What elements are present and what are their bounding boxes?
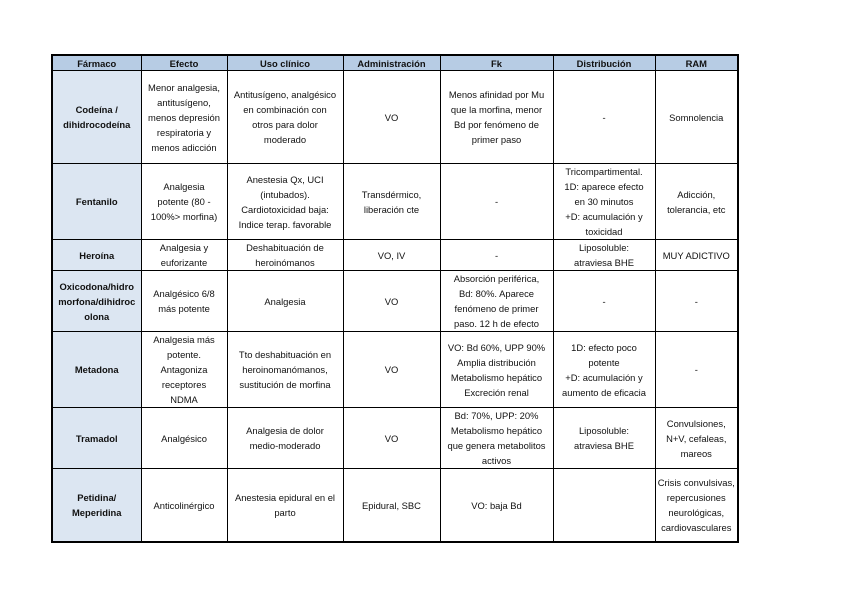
- drug-name-cell: Heroína: [52, 240, 141, 271]
- uso-clinico-cell: Deshabituación de heroinómanos: [227, 240, 343, 271]
- header-farmaco: Fármaco: [52, 55, 141, 71]
- table-row: [52, 271, 738, 332]
- fk-cell: Menos afinidad por Mu que la morfina, menor Bd por fenómeno de primer paso: [440, 71, 553, 164]
- uso-clinico-cell: Tto deshabituación en heroinomanómanos, sustitución de morfina: [227, 332, 343, 408]
- administracion-cell: VO: [343, 271, 440, 332]
- header-ram: RAM: [655, 55, 738, 71]
- efecto-cell: Analgesia más potente. Antagoniza receptores NDMA: [141, 332, 227, 408]
- efecto-cell: Menor analgesia, antitusígeno, menos depresión respiratoria y menos adicción: [141, 71, 227, 164]
- fk-cell: VO: Bd 60%, UPP 90% Amplia distribución Metabolismo hepático Excreción renal: [440, 332, 553, 408]
- distribucion-cell: -: [553, 271, 655, 332]
- fk-cell: Absorción periférica, Bd: 80%. Aparece fenómeno de primer paso. 12 h de efecto: [440, 271, 553, 332]
- drug-name-cell: Petidina/ Meperidina: [52, 469, 141, 543]
- table-row: [52, 240, 738, 271]
- fk-cell: -: [440, 240, 553, 271]
- ram-cell: Convulsiones, N+V, cefaleas, mareos: [655, 408, 738, 469]
- uso-clinico-cell: Anestesia epidural en el parto: [227, 469, 343, 543]
- header-row: [52, 55, 738, 71]
- table-row: [52, 164, 738, 240]
- administracion-cell: Transdérmico, liberación cte: [343, 164, 440, 240]
- ram-cell: -: [655, 271, 738, 332]
- ram-cell: Adicción, tolerancia, etc: [655, 164, 738, 240]
- efecto-cell: Analgésico: [141, 408, 227, 469]
- distribucion-cell: [553, 469, 655, 543]
- drug-name-cell: Fentanilo: [52, 164, 141, 240]
- administracion-cell: Epidural, SBC: [343, 469, 440, 543]
- header-fk: Fk: [440, 55, 553, 71]
- header-distribucion: Distribución: [553, 55, 655, 71]
- fk-cell: VO: baja Bd: [440, 469, 553, 543]
- ram-cell: Crisis convulsivas, repercusiones neurológicas, cardiovasculares: [655, 469, 738, 543]
- table-row: [52, 469, 738, 543]
- header-efecto: Efecto: [141, 55, 227, 71]
- uso-clinico-cell: Analgesia de dolor medio-moderado: [227, 408, 343, 469]
- uso-clinico-cell: Antitusígeno, analgésico en combinación con otros para dolor moderado: [227, 71, 343, 164]
- drug-name-cell: Oxicodona/hidro morfona/dihidroc olona: [52, 271, 141, 332]
- distribucion-cell: Liposoluble: atraviesa BHE: [553, 240, 655, 271]
- efecto-cell: Analgesia potente (80 - 100%> morfina): [141, 164, 227, 240]
- administracion-cell: VO: [343, 71, 440, 164]
- uso-clinico-cell: Anestesia Qx, UCI (intubados). Cardiotoxicidad baja: Indice terap. favorable: [227, 164, 343, 240]
- distribucion-cell: -: [553, 71, 655, 164]
- administracion-cell: VO: [343, 408, 440, 469]
- header-administracion: Administración: [343, 55, 440, 71]
- efecto-cell: Analgésico 6/8 más potente: [141, 271, 227, 332]
- distribucion-cell: 1D: efecto poco potente +D: acumulación y aumento de eficacia: [553, 332, 655, 408]
- table-row: [52, 408, 738, 469]
- fk-cell: -: [440, 164, 553, 240]
- uso-clinico-cell: Analgesia: [227, 271, 343, 332]
- efecto-cell: Analgesia y euforizante: [141, 240, 227, 271]
- opioid-drug-table: [51, 54, 739, 543]
- efecto-cell: Anticolinérgico: [141, 469, 227, 543]
- header-uso-clinico: Uso clínico: [227, 55, 343, 71]
- administracion-cell: VO, IV: [343, 240, 440, 271]
- drug-name-cell: Tramadol: [52, 408, 141, 469]
- drug-name-cell: Metadona: [52, 332, 141, 408]
- drug-name-cell: Codeína / dihidrocodeína: [52, 71, 141, 164]
- ram-cell: -: [655, 332, 738, 408]
- administracion-cell: VO: [343, 332, 440, 408]
- table-row: [52, 71, 738, 164]
- distribucion-cell: Tricompartimental. 1D: aparece efecto en 30 minutos +D: acumulación y toxicidad: [553, 164, 655, 240]
- distribucion-cell: Liposoluble: atraviesa BHE: [553, 408, 655, 469]
- ram-cell: MUY ADICTIVO: [655, 240, 738, 271]
- fk-cell: Bd: 70%, UPP: 20% Metabolismo hepático que genera metabolitos activos: [440, 408, 553, 469]
- table-row: [52, 332, 738, 408]
- ram-cell: Somnolencia: [655, 71, 738, 164]
